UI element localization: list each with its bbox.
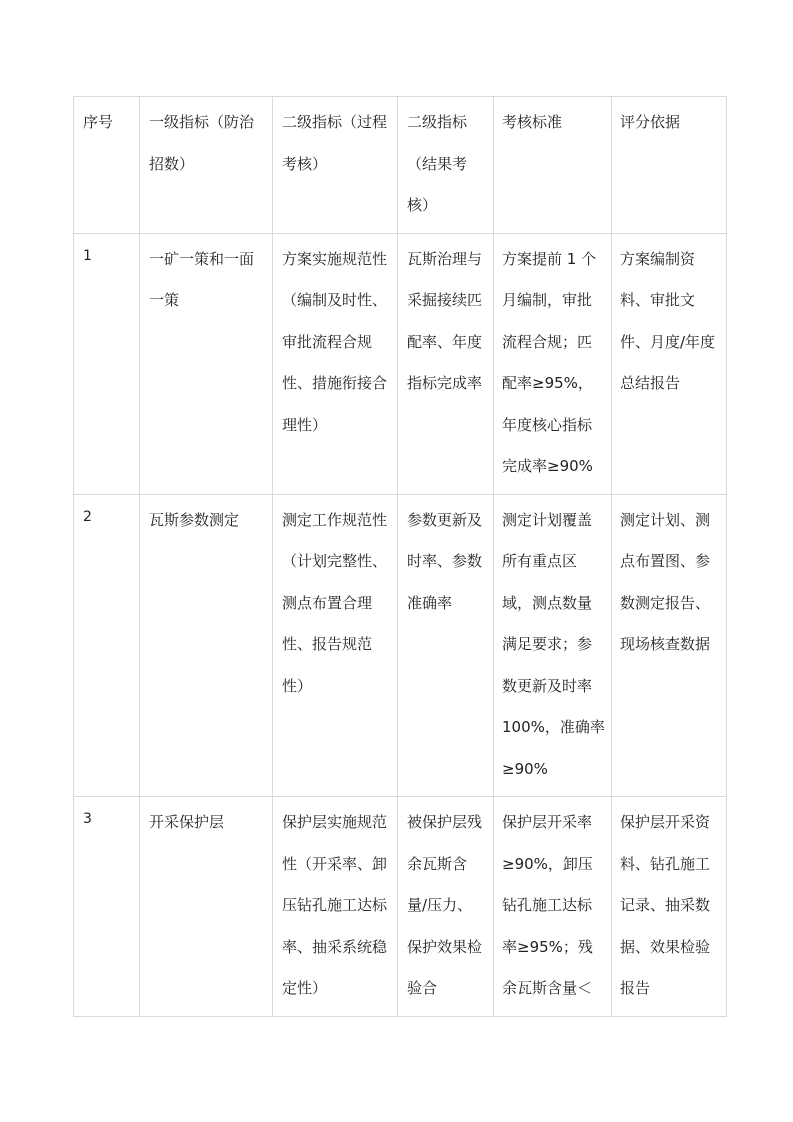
table-row [74,233,727,494]
cell-result: 瓦斯治理与采掘接续匹配率、年度指标完成率 [398,233,494,494]
cell-standard: 测定计划覆盖所有重点区域，测点数量满足要求；参数更新及时率 100%，准确率≥90% [494,494,612,797]
cell-basis: 测定计划、测点布置图、参数测定报告、现场核查数据 [612,494,727,797]
row-number: 1 [83,247,92,264]
cell-no [74,233,140,494]
header-cell-level1: 一级指标（防治招数） [140,97,273,234]
cell-basis: 保护层开采资料、钻孔施工记录、抽采数据、效果检验报告 [612,797,727,1017]
table-header-row [74,97,727,234]
cell-standard: 保护层开采率≥90%，卸压钻孔施工达标率≥95%；残余瓦斯含量＜ [494,797,612,1017]
header-cell-standard: 考核标准 [494,97,612,234]
cell-level1: 一矿一策和一面一策 [140,233,273,494]
cell-result: 被保护层残余瓦斯含量/压力、保护效果检验合 [398,797,494,1017]
indicator-table [73,96,727,1017]
cell-process: 测定工作规范性（计划完整性、测点布置合理性、报告规范性） [273,494,398,797]
row-number: 2 [83,508,92,525]
cell-standard: 方案提前 1 个月编制，审批流程合规；匹配率≥95%，年度核心指标完成率≥90% [494,233,612,494]
header-cell-process: 二级指标（过程考核） [273,97,398,234]
table-row [74,797,727,1017]
cell-no [74,494,140,797]
cell-process: 保护层实施规范性（开采率、卸压钻孔施工达标率、抽采系统稳定性） [273,797,398,1017]
cell-no [74,797,140,1017]
header-cell-result: 二级指标（结果考核） [398,97,494,234]
cell-result: 参数更新及时率、参数准确率 [398,494,494,797]
table-row [74,494,727,797]
cell-basis: 方案编制资料、审批文件、月度/年度总结报告 [612,233,727,494]
header-cell-basis: 评分依据 [612,97,727,234]
cell-process: 方案实施规范性（编制及时性、审批流程合规性、措施衔接合理性） [273,233,398,494]
header-cell-no: 序号 [74,97,140,234]
row-number: 3 [83,811,92,827]
cell-level1: 开采保护层 [140,797,273,1017]
cell-level1: 瓦斯参数测定 [140,494,273,797]
